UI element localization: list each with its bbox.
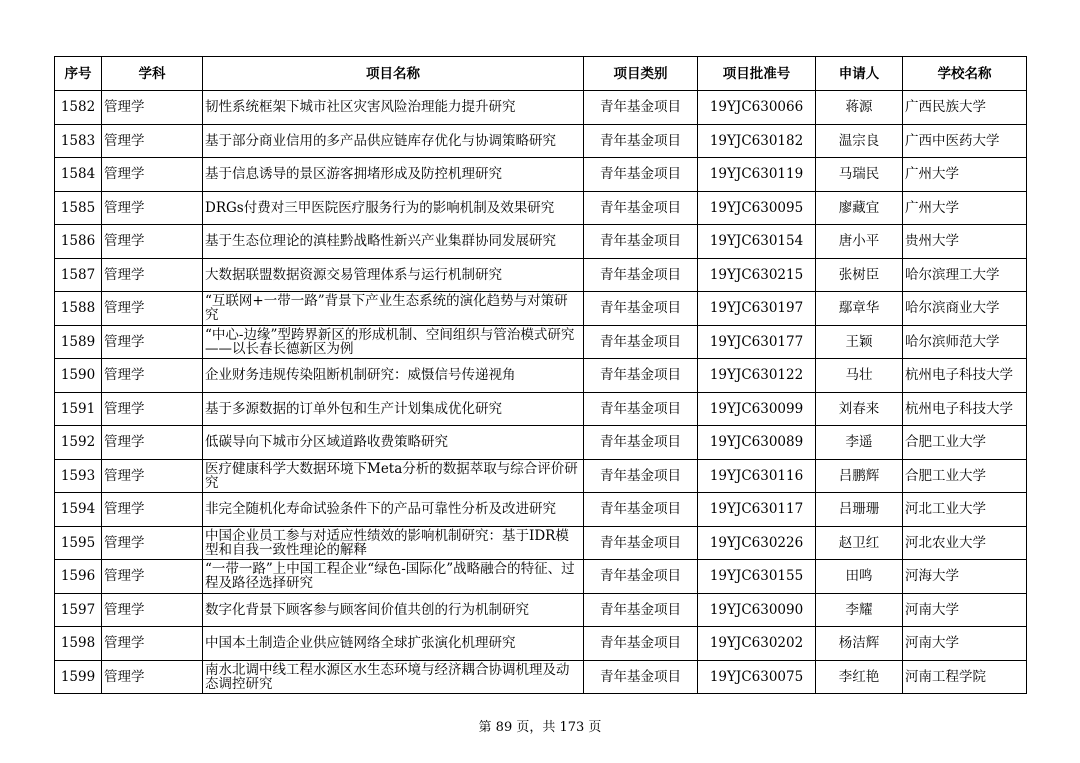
row-project-type: 青年基金项目 bbox=[584, 191, 698, 225]
table-row bbox=[55, 392, 1027, 426]
table-row bbox=[55, 292, 1027, 326]
row-school: 广西民族大学 bbox=[903, 91, 1027, 125]
row-school: 河南大学 bbox=[903, 593, 1027, 627]
row-school: 河海大学 bbox=[903, 560, 1027, 594]
row-approval-number: 19YJC630090 bbox=[698, 593, 816, 627]
row-project-name: 韧性系统框架下城市社区灾害风险治理能力提升研究 bbox=[203, 91, 584, 125]
row-index: 1586 bbox=[55, 225, 102, 259]
row-project-name: 中国企业员工参与对适应性绩效的影响机制研究：基于IDR模型和自我一致性理论的解释 bbox=[203, 526, 584, 560]
row-subject: 管理学 bbox=[102, 493, 203, 527]
row-project-name: 中国本土制造企业供应链网络全球扩张演化机理研究 bbox=[203, 627, 584, 661]
row-index: 1594 bbox=[55, 493, 102, 527]
row-project-name: DRGs付费对三甲医院医疗服务行为的影响机制及效果研究 bbox=[203, 191, 584, 225]
row-applicant: 张树臣 bbox=[816, 258, 903, 292]
row-school: 哈尔滨师范大学 bbox=[903, 325, 1027, 359]
row-approval-number: 19YJC630089 bbox=[698, 426, 816, 460]
row-project-type: 青年基金项目 bbox=[584, 225, 698, 259]
row-project-type: 青年基金项目 bbox=[584, 258, 698, 292]
row-approval-number: 19YJC630099 bbox=[698, 392, 816, 426]
row-project-name: 基于信息诱导的景区游客拥堵形成及防控机理研究 bbox=[203, 158, 584, 192]
table-row bbox=[55, 325, 1027, 359]
row-index: 1584 bbox=[55, 158, 102, 192]
row-applicant: 李红艳 bbox=[816, 660, 903, 694]
row-project-type: 青年基金项目 bbox=[584, 392, 698, 426]
row-project-name: 基于多源数据的订单外包和生产计划集成优化研究 bbox=[203, 392, 584, 426]
row-school: 哈尔滨理工大学 bbox=[903, 258, 1027, 292]
row-project-type: 青年基金项目 bbox=[584, 292, 698, 326]
row-school: 广州大学 bbox=[903, 158, 1027, 192]
row-index: 1591 bbox=[55, 392, 102, 426]
row-applicant: 李耀 bbox=[816, 593, 903, 627]
row-subject: 管理学 bbox=[102, 426, 203, 460]
page-footer: 第 89 页，共 173 页 bbox=[478, 720, 602, 735]
row-school: 合肥工业大学 bbox=[903, 426, 1027, 460]
row-project-name: 基于生态位理论的滇桂黔战略性新兴产业集群协同发展研究 bbox=[203, 225, 584, 259]
table-header-row bbox=[55, 57, 1027, 91]
row-index: 1587 bbox=[55, 258, 102, 292]
row-applicant: 温宗良 bbox=[816, 124, 903, 158]
table-row bbox=[55, 593, 1027, 627]
row-school: 广西中医药大学 bbox=[903, 124, 1027, 158]
row-applicant: 李遥 bbox=[816, 426, 903, 460]
row-applicant: 赵卫红 bbox=[816, 526, 903, 560]
row-approval-number: 19YJC630177 bbox=[698, 325, 816, 359]
row-project-type: 青年基金项目 bbox=[584, 91, 698, 125]
header-subject: 学科 bbox=[102, 57, 203, 91]
table-row bbox=[55, 258, 1027, 292]
row-applicant: 马瑞民 bbox=[816, 158, 903, 192]
row-subject: 管理学 bbox=[102, 359, 203, 393]
table-row bbox=[55, 660, 1027, 694]
row-applicant: 马壮 bbox=[816, 359, 903, 393]
table-row bbox=[55, 191, 1027, 225]
row-index: 1582 bbox=[55, 91, 102, 125]
table-row bbox=[55, 91, 1027, 125]
row-project-name: “互联网+一带一路”背景下产业生态系统的演化趋势与对策研究 bbox=[203, 292, 584, 326]
row-index: 1596 bbox=[55, 560, 102, 594]
row-subject: 管理学 bbox=[102, 627, 203, 661]
row-subject: 管理学 bbox=[102, 124, 203, 158]
row-project-type: 青年基金项目 bbox=[584, 660, 698, 694]
row-school: 广州大学 bbox=[903, 191, 1027, 225]
project-table bbox=[54, 56, 1027, 694]
header-project-name: 项目名称 bbox=[203, 57, 584, 91]
row-subject: 管理学 bbox=[102, 225, 203, 259]
row-index: 1599 bbox=[55, 660, 102, 694]
row-project-name: 医疗健康科学大数据环境下Meta分析的数据萃取与综合评价研究 bbox=[203, 459, 584, 493]
row-project-name: 非完全随机化寿命试验条件下的产品可靠性分析及改进研究 bbox=[203, 493, 584, 527]
row-index: 1597 bbox=[55, 593, 102, 627]
row-school: 杭州电子科技大学 bbox=[903, 392, 1027, 426]
table-row bbox=[55, 493, 1027, 527]
row-applicant: 廖藏宜 bbox=[816, 191, 903, 225]
row-index: 1588 bbox=[55, 292, 102, 326]
header-school: 学校名称 bbox=[903, 57, 1027, 91]
table-row bbox=[55, 124, 1027, 158]
row-approval-number: 19YJC630119 bbox=[698, 158, 816, 192]
row-subject: 管理学 bbox=[102, 91, 203, 125]
row-index: 1595 bbox=[55, 526, 102, 560]
row-subject: 管理学 bbox=[102, 459, 203, 493]
row-project-type: 青年基金项目 bbox=[584, 560, 698, 594]
row-project-name: “中心-边缘”型跨界新区的形成机制、空间组织与管治模式研究——以长春长德新区为例 bbox=[203, 325, 584, 359]
table-row bbox=[55, 426, 1027, 460]
row-project-type: 青年基金项目 bbox=[584, 459, 698, 493]
row-project-type: 青年基金项目 bbox=[584, 426, 698, 460]
row-subject: 管理学 bbox=[102, 392, 203, 426]
row-school: 河北工业大学 bbox=[903, 493, 1027, 527]
row-approval-number: 19YJC630117 bbox=[698, 493, 816, 527]
row-project-name: 低碳导向下城市分区域道路收费策略研究 bbox=[203, 426, 584, 460]
header-applicant: 申请人 bbox=[816, 57, 903, 91]
table-row bbox=[55, 225, 1027, 259]
row-approval-number: 19YJC630154 bbox=[698, 225, 816, 259]
row-applicant: 田鸣 bbox=[816, 560, 903, 594]
row-subject: 管理学 bbox=[102, 258, 203, 292]
row-index: 1593 bbox=[55, 459, 102, 493]
row-school: 合肥工业大学 bbox=[903, 459, 1027, 493]
row-index: 1598 bbox=[55, 627, 102, 661]
row-approval-number: 19YJC630095 bbox=[698, 191, 816, 225]
table-row bbox=[55, 359, 1027, 393]
row-applicant: 鄢章华 bbox=[816, 292, 903, 326]
row-subject: 管理学 bbox=[102, 325, 203, 359]
row-applicant: 蒋源 bbox=[816, 91, 903, 125]
row-approval-number: 19YJC630182 bbox=[698, 124, 816, 158]
row-subject: 管理学 bbox=[102, 292, 203, 326]
row-approval-number: 19YJC630197 bbox=[698, 292, 816, 326]
row-approval-number: 19YJC630226 bbox=[698, 526, 816, 560]
row-index: 1585 bbox=[55, 191, 102, 225]
header-approval-number: 项目批准号 bbox=[698, 57, 816, 91]
project-table-container bbox=[54, 56, 1027, 694]
row-school: 哈尔滨商业大学 bbox=[903, 292, 1027, 326]
row-approval-number: 19YJC630155 bbox=[698, 560, 816, 594]
header-index: 序号 bbox=[55, 57, 102, 91]
row-project-type: 青年基金项目 bbox=[584, 124, 698, 158]
row-applicant: 刘春来 bbox=[816, 392, 903, 426]
row-school: 河南工程学院 bbox=[903, 660, 1027, 694]
row-approval-number: 19YJC630122 bbox=[698, 359, 816, 393]
row-approval-number: 19YJC630116 bbox=[698, 459, 816, 493]
table-row bbox=[55, 560, 1027, 594]
row-applicant: 王颖 bbox=[816, 325, 903, 359]
row-subject: 管理学 bbox=[102, 593, 203, 627]
row-approval-number: 19YJC630215 bbox=[698, 258, 816, 292]
row-project-type: 青年基金项目 bbox=[584, 325, 698, 359]
table-row bbox=[55, 526, 1027, 560]
row-school: 杭州电子科技大学 bbox=[903, 359, 1027, 393]
row-applicant: 杨洁辉 bbox=[816, 627, 903, 661]
row-approval-number: 19YJC630202 bbox=[698, 627, 816, 661]
row-applicant: 吕珊珊 bbox=[816, 493, 903, 527]
row-approval-number: 19YJC630075 bbox=[698, 660, 816, 694]
table-row bbox=[55, 627, 1027, 661]
row-index: 1590 bbox=[55, 359, 102, 393]
row-index: 1589 bbox=[55, 325, 102, 359]
row-index: 1592 bbox=[55, 426, 102, 460]
table-row bbox=[55, 158, 1027, 192]
row-school: 河北农业大学 bbox=[903, 526, 1027, 560]
row-project-name: 基于部分商业信用的多产品供应链库存优化与协调策略研究 bbox=[203, 124, 584, 158]
row-project-type: 青年基金项目 bbox=[584, 359, 698, 393]
row-subject: 管理学 bbox=[102, 660, 203, 694]
row-subject: 管理学 bbox=[102, 560, 203, 594]
row-project-name: 数字化背景下顾客参与顾客间价值共创的行为机制研究 bbox=[203, 593, 584, 627]
table-row bbox=[55, 459, 1027, 493]
row-project-type: 青年基金项目 bbox=[584, 158, 698, 192]
row-project-name: 企业财务违规传染阻断机制研究：威慑信号传递视角 bbox=[203, 359, 584, 393]
row-approval-number: 19YJC630066 bbox=[698, 91, 816, 125]
row-applicant: 唐小平 bbox=[816, 225, 903, 259]
row-project-name: “一带一路”上中国工程企业“绿色-国际化”战略融合的特征、过程及路径选择研究 bbox=[203, 560, 584, 594]
row-school: 河南大学 bbox=[903, 627, 1027, 661]
row-project-name: 南水北调中线工程水源区水生态环境与经济耦合协调机理及动态调控研究 bbox=[203, 660, 584, 694]
row-subject: 管理学 bbox=[102, 158, 203, 192]
row-project-type: 青年基金项目 bbox=[584, 526, 698, 560]
row-index: 1583 bbox=[55, 124, 102, 158]
row-applicant: 吕鹏辉 bbox=[816, 459, 903, 493]
row-project-type: 青年基金项目 bbox=[584, 593, 698, 627]
row-project-type: 青年基金项目 bbox=[584, 627, 698, 661]
row-subject: 管理学 bbox=[102, 191, 203, 225]
header-project-type: 项目类别 bbox=[584, 57, 698, 91]
row-project-type: 青年基金项目 bbox=[584, 493, 698, 527]
row-subject: 管理学 bbox=[102, 526, 203, 560]
row-project-name: 大数据联盟数据资源交易管理体系与运行机制研究 bbox=[203, 258, 584, 292]
row-school: 贵州大学 bbox=[903, 225, 1027, 259]
